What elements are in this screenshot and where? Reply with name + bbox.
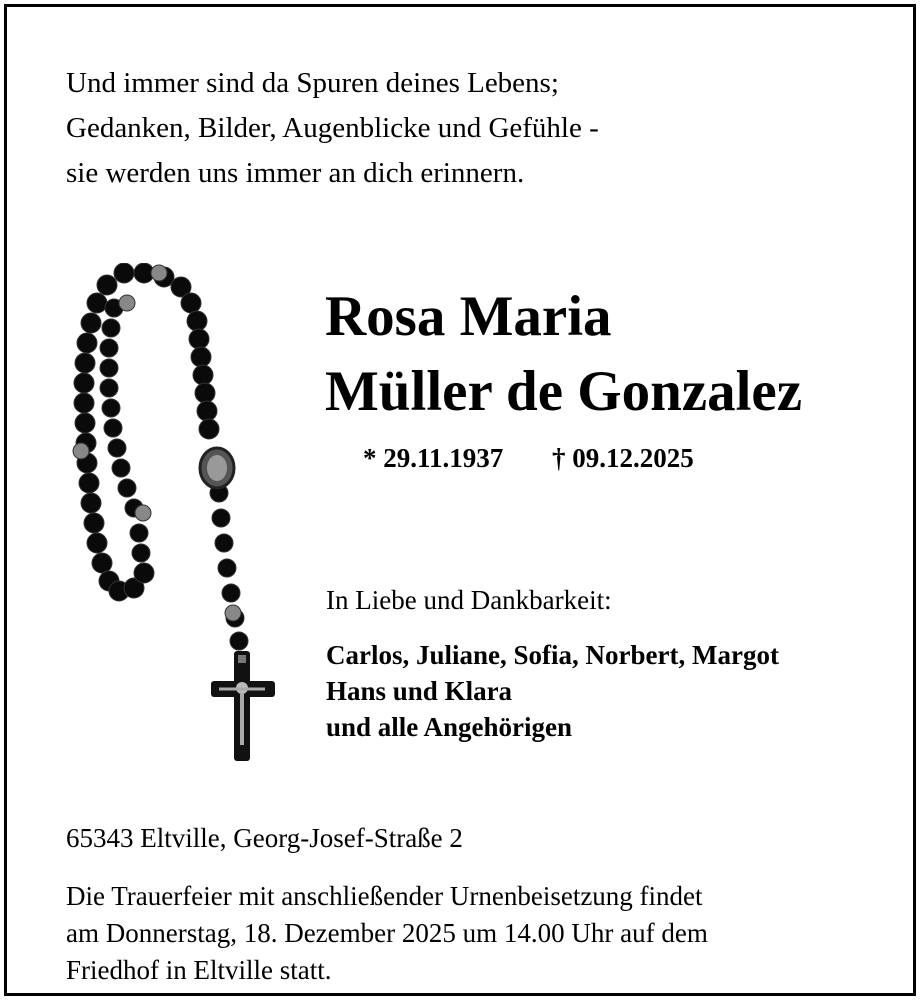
rosary-bead xyxy=(102,319,120,337)
verse-line: sie werden uns immer an dich erinnern. xyxy=(66,157,525,189)
rosary-bead xyxy=(73,443,89,459)
rosary-bead xyxy=(74,393,94,413)
ceremony-line: Friedhof in Eltville statt. xyxy=(66,955,332,985)
crucifix-icon xyxy=(211,651,275,761)
rosary-bead xyxy=(151,265,167,281)
life-dates xyxy=(363,443,694,474)
rosary-bead xyxy=(134,563,154,583)
mourners-line: Carlos, Juliane, Sofia, Norbert, Margot xyxy=(326,640,779,670)
rosary-bead xyxy=(187,311,207,331)
rosary-bead xyxy=(112,459,130,477)
rosary-bead xyxy=(197,401,217,421)
rosary-bead xyxy=(189,329,209,349)
birth-date: * 29.11.1937 xyxy=(363,443,504,473)
rosary-bead xyxy=(130,524,148,542)
rosary-bead xyxy=(81,493,101,513)
rosary-bead xyxy=(75,413,95,433)
rosary-bead xyxy=(230,632,248,650)
rosary-bead xyxy=(181,293,201,313)
rosary-bead xyxy=(191,347,211,367)
rosary-bead xyxy=(218,559,236,577)
mourners-list xyxy=(326,637,779,745)
rosary-bead xyxy=(114,263,134,283)
verse-line: Und immer sind da Spuren deines Lebens; xyxy=(66,67,559,99)
rosary-bead xyxy=(118,479,136,497)
rosary-bead xyxy=(100,359,118,377)
rosary-bead xyxy=(92,553,112,573)
name-line-2: Müller de Gonzalez xyxy=(325,360,803,423)
rosary-bead xyxy=(81,313,101,333)
ceremony-line: am Donnerstag, 18. Dezember 2025 um 14.00 Uhr auf dem xyxy=(66,918,708,948)
rosary-bead xyxy=(108,439,126,457)
rosary-bead xyxy=(77,333,97,353)
memorial-verse xyxy=(66,61,826,196)
mourners-line: und alle Angehörigen xyxy=(326,712,573,742)
family-address: 65343 Eltville, Georg-Josef-Straße 2 xyxy=(66,823,463,853)
rosary-bead xyxy=(87,533,107,553)
rosary-bead xyxy=(102,399,120,417)
rosary-bead xyxy=(100,339,118,357)
rosary-bead xyxy=(215,534,233,552)
deceased-name xyxy=(325,279,802,429)
funeral-notice xyxy=(66,878,708,989)
rosary-bead xyxy=(79,473,99,493)
obituary-frame xyxy=(4,4,916,996)
rosary-bead xyxy=(199,419,219,439)
death-date: † 09.12.2025 xyxy=(552,443,694,473)
rosary-crucifix-icon xyxy=(69,263,289,765)
rosary-bead xyxy=(84,513,104,533)
rosary-bead xyxy=(87,293,107,313)
rosary-bead xyxy=(74,373,94,393)
verse-line: Gedanken, Bilder, Augenblicke und Gefühle - xyxy=(66,112,599,144)
rosary-bead xyxy=(193,365,213,385)
medal-icon xyxy=(200,448,234,488)
gratitude-intro: In Liebe und Dankbarkeit: xyxy=(326,585,612,615)
rosary-bead xyxy=(195,383,215,403)
name-line-1: Rosa Maria xyxy=(325,285,612,348)
rosary-bead xyxy=(75,353,95,373)
rosary-bead xyxy=(212,509,230,527)
mourners-line: Hans und Klara xyxy=(326,676,513,706)
rosary-bead xyxy=(119,295,135,311)
rosary-bead xyxy=(132,544,150,562)
rosary-bead xyxy=(135,505,151,521)
rosary-bead xyxy=(225,605,241,621)
rosary-bead xyxy=(222,584,240,602)
rosary-bead xyxy=(97,275,117,295)
rosary-bead xyxy=(104,419,122,437)
rosary-bead xyxy=(100,379,118,397)
ceremony-line: Die Trauerfeier mit anschließender Urnenbeisetzung findet xyxy=(66,881,703,911)
